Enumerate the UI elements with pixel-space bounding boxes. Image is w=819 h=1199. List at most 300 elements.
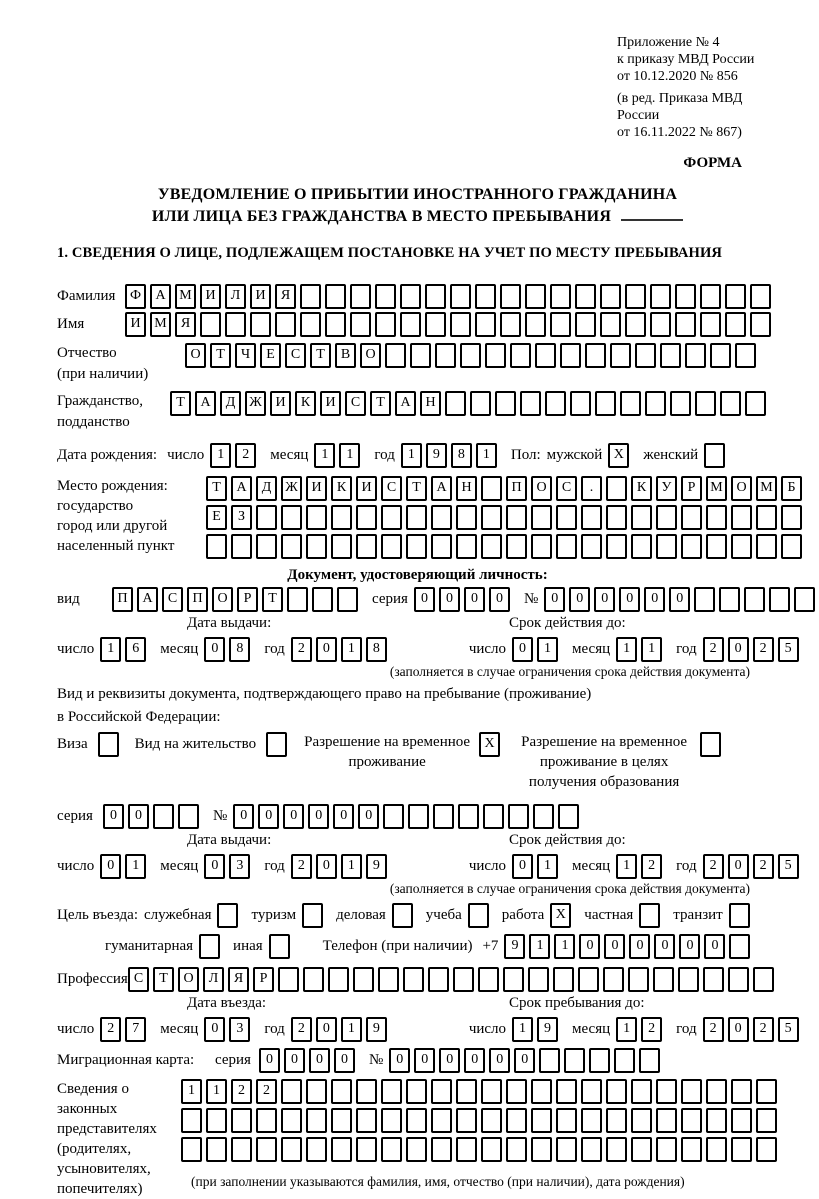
form-cell[interactable]: [406, 1137, 427, 1162]
form-cell[interactable]: 0: [644, 587, 665, 612]
form-cell[interactable]: [403, 967, 424, 992]
form-cell[interactable]: А: [195, 391, 216, 416]
form-cell[interactable]: [456, 1079, 477, 1104]
form-cell[interactable]: [585, 343, 606, 368]
form-cell[interactable]: 0: [728, 854, 749, 879]
form-cell[interactable]: Л: [203, 967, 224, 992]
form-cell[interactable]: [269, 934, 290, 959]
form-cell[interactable]: [660, 343, 681, 368]
form-cell[interactable]: [475, 284, 496, 309]
form-cell[interactable]: Ж: [245, 391, 266, 416]
form-cell[interactable]: 0: [389, 1048, 410, 1073]
form-cell[interactable]: С: [128, 967, 149, 992]
form-cell[interactable]: [225, 312, 246, 337]
form-cell[interactable]: 1: [641, 637, 662, 662]
form-cell[interactable]: Е: [260, 343, 281, 368]
form-cell[interactable]: [531, 534, 552, 559]
form-cell[interactable]: [506, 1079, 527, 1104]
form-cell[interactable]: [620, 391, 641, 416]
form-cell[interactable]: [656, 1137, 677, 1162]
form-cell[interactable]: [231, 1137, 252, 1162]
form-cell[interactable]: [670, 391, 691, 416]
form-cell[interactable]: [539, 1048, 560, 1073]
form-cell[interactable]: [729, 903, 750, 928]
form-cell[interactable]: [631, 1137, 652, 1162]
form-cell[interactable]: [731, 1079, 752, 1104]
form-cell[interactable]: [199, 934, 220, 959]
form-cell[interactable]: [356, 505, 377, 530]
form-cell[interactable]: Т: [406, 476, 427, 501]
form-cell[interactable]: Р: [237, 587, 258, 612]
form-cell[interactable]: [400, 312, 421, 337]
form-cell[interactable]: [706, 1137, 727, 1162]
form-cell[interactable]: С: [285, 343, 306, 368]
form-cell[interactable]: 0: [489, 587, 510, 612]
form-cell[interactable]: 0: [284, 1048, 305, 1073]
form-cell[interactable]: [581, 534, 602, 559]
form-cell[interactable]: 0: [464, 1048, 485, 1073]
form-cell[interactable]: [306, 534, 327, 559]
form-cell[interactable]: 5: [778, 854, 799, 879]
form-cell[interactable]: [428, 967, 449, 992]
form-cell[interactable]: Т: [262, 587, 283, 612]
form-cell[interactable]: [381, 1108, 402, 1133]
form-cell[interactable]: [681, 534, 702, 559]
form-cell[interactable]: [231, 1108, 252, 1133]
form-cell[interactable]: [744, 587, 765, 612]
form-cell[interactable]: 9: [426, 443, 447, 468]
form-cell[interactable]: [356, 1137, 377, 1162]
form-cell[interactable]: 2: [703, 1017, 724, 1042]
form-cell[interactable]: [656, 1079, 677, 1104]
form-cell[interactable]: [508, 804, 529, 829]
form-cell[interactable]: [719, 587, 740, 612]
form-cell[interactable]: [756, 1108, 777, 1133]
form-cell[interactable]: 1: [125, 854, 146, 879]
form-cell[interactable]: X: [608, 443, 629, 468]
form-cell[interactable]: 0: [569, 587, 590, 612]
form-cell[interactable]: 1: [616, 637, 637, 662]
form-cell[interactable]: 2: [231, 1079, 252, 1104]
form-cell[interactable]: [581, 505, 602, 530]
form-cell[interactable]: [531, 1137, 552, 1162]
form-cell[interactable]: [381, 1079, 402, 1104]
form-cell[interactable]: [506, 1108, 527, 1133]
form-cell[interactable]: [450, 312, 471, 337]
form-cell[interactable]: 0: [579, 934, 600, 959]
form-cell[interactable]: 1: [100, 637, 121, 662]
form-cell[interactable]: [556, 1108, 577, 1133]
form-cell[interactable]: [603, 967, 624, 992]
form-cell[interactable]: 9: [366, 854, 387, 879]
form-cell[interactable]: [431, 1137, 452, 1162]
form-cell[interactable]: [703, 967, 724, 992]
form-cell[interactable]: [653, 967, 674, 992]
form-cell[interactable]: И: [270, 391, 291, 416]
form-cell[interactable]: И: [200, 284, 221, 309]
form-cell[interactable]: 2: [641, 854, 662, 879]
form-cell[interactable]: 2: [753, 637, 774, 662]
form-cell[interactable]: [481, 505, 502, 530]
form-cell[interactable]: [456, 534, 477, 559]
form-cell[interactable]: [481, 476, 502, 501]
form-cell[interactable]: М: [756, 476, 777, 501]
form-cell[interactable]: [606, 534, 627, 559]
form-cell[interactable]: 0: [103, 804, 124, 829]
form-cell[interactable]: [731, 534, 752, 559]
form-cell[interactable]: [450, 284, 471, 309]
form-cell[interactable]: [756, 505, 777, 530]
form-cell[interactable]: [481, 1137, 502, 1162]
form-cell[interactable]: 2: [753, 854, 774, 879]
form-cell[interactable]: 0: [204, 854, 225, 879]
form-cell[interactable]: А: [231, 476, 252, 501]
form-cell[interactable]: [331, 534, 352, 559]
form-cell[interactable]: [458, 804, 479, 829]
form-cell[interactable]: И: [125, 312, 146, 337]
form-cell[interactable]: [312, 587, 333, 612]
form-cell[interactable]: Ж: [281, 476, 302, 501]
form-cell[interactable]: 0: [309, 1048, 330, 1073]
form-cell[interactable]: [650, 312, 671, 337]
form-cell[interactable]: [553, 967, 574, 992]
form-cell[interactable]: 0: [728, 637, 749, 662]
form-cell[interactable]: [375, 284, 396, 309]
form-cell[interactable]: П: [187, 587, 208, 612]
form-cell[interactable]: [531, 1079, 552, 1104]
form-cell[interactable]: [606, 1137, 627, 1162]
form-cell[interactable]: [725, 312, 746, 337]
form-cell[interactable]: [431, 1079, 452, 1104]
form-cell[interactable]: [628, 967, 649, 992]
form-cell[interactable]: [217, 903, 238, 928]
form-cell[interactable]: 1: [537, 854, 558, 879]
form-cell[interactable]: З: [231, 505, 252, 530]
form-cell[interactable]: X: [479, 732, 500, 757]
form-cell[interactable]: [695, 391, 716, 416]
form-cell[interactable]: [750, 312, 771, 337]
form-cell[interactable]: [606, 1108, 627, 1133]
form-cell[interactable]: 0: [669, 587, 690, 612]
form-cell[interactable]: [356, 1108, 377, 1133]
form-cell[interactable]: 0: [619, 587, 640, 612]
form-cell[interactable]: Я: [175, 312, 196, 337]
form-cell[interactable]: [431, 505, 452, 530]
form-cell[interactable]: [750, 284, 771, 309]
form-cell[interactable]: [468, 903, 489, 928]
form-cell[interactable]: [500, 312, 521, 337]
form-cell[interactable]: [685, 343, 706, 368]
form-cell[interactable]: 1: [314, 443, 335, 468]
form-cell[interactable]: X: [550, 903, 571, 928]
form-cell[interactable]: В: [335, 343, 356, 368]
form-cell[interactable]: [483, 804, 504, 829]
form-cell[interactable]: [556, 505, 577, 530]
form-cell[interactable]: У: [656, 476, 677, 501]
form-cell[interactable]: [331, 505, 352, 530]
form-cell[interactable]: О: [178, 967, 199, 992]
form-cell[interactable]: [153, 804, 174, 829]
form-cell[interactable]: С: [162, 587, 183, 612]
form-cell[interactable]: М: [706, 476, 727, 501]
form-cell[interactable]: 0: [204, 1017, 225, 1042]
form-cell[interactable]: 1: [339, 443, 360, 468]
form-cell[interactable]: О: [185, 343, 206, 368]
form-cell[interactable]: 0: [512, 637, 533, 662]
form-cell[interactable]: 9: [537, 1017, 558, 1042]
form-cell[interactable]: К: [331, 476, 352, 501]
form-cell[interactable]: Б: [781, 476, 802, 501]
form-cell[interactable]: [306, 505, 327, 530]
form-cell[interactable]: Т: [206, 476, 227, 501]
form-cell[interactable]: [700, 284, 721, 309]
form-cell[interactable]: И: [250, 284, 271, 309]
form-cell[interactable]: .: [581, 476, 602, 501]
form-cell[interactable]: 0: [489, 1048, 510, 1073]
form-cell[interactable]: [656, 1108, 677, 1133]
form-cell[interactable]: [456, 1137, 477, 1162]
form-cell[interactable]: 0: [544, 587, 565, 612]
form-cell[interactable]: 2: [703, 854, 724, 879]
form-cell[interactable]: [470, 391, 491, 416]
form-cell[interactable]: [575, 284, 596, 309]
form-cell[interactable]: [581, 1079, 602, 1104]
form-cell[interactable]: [353, 967, 374, 992]
form-cell[interactable]: [256, 1108, 277, 1133]
form-cell[interactable]: [694, 587, 715, 612]
form-cell[interactable]: Л: [225, 284, 246, 309]
form-cell[interactable]: [306, 1079, 327, 1104]
form-cell[interactable]: 9: [366, 1017, 387, 1042]
form-cell[interactable]: [383, 804, 404, 829]
form-cell[interactable]: [385, 343, 406, 368]
form-cell[interactable]: [481, 534, 502, 559]
form-cell[interactable]: [631, 505, 652, 530]
form-cell[interactable]: 1: [512, 1017, 533, 1042]
form-cell[interactable]: [306, 1108, 327, 1133]
form-cell[interactable]: [425, 284, 446, 309]
form-cell[interactable]: [731, 1137, 752, 1162]
form-cell[interactable]: 0: [128, 804, 149, 829]
form-cell[interactable]: [408, 804, 429, 829]
form-cell[interactable]: [337, 587, 358, 612]
form-cell[interactable]: 2: [256, 1079, 277, 1104]
form-cell[interactable]: [550, 284, 571, 309]
form-cell[interactable]: [445, 391, 466, 416]
form-cell[interactable]: [756, 1079, 777, 1104]
form-cell[interactable]: 1: [616, 1017, 637, 1042]
form-cell[interactable]: Е: [206, 505, 227, 530]
form-cell[interactable]: [700, 312, 721, 337]
form-cell[interactable]: [206, 1137, 227, 1162]
form-cell[interactable]: 3: [229, 1017, 250, 1042]
form-cell[interactable]: [656, 534, 677, 559]
form-cell[interactable]: Н: [456, 476, 477, 501]
form-cell[interactable]: [306, 1137, 327, 1162]
form-cell[interactable]: [328, 967, 349, 992]
form-cell[interactable]: [331, 1108, 352, 1133]
form-cell[interactable]: [681, 505, 702, 530]
form-cell[interactable]: [678, 967, 699, 992]
form-cell[interactable]: [400, 284, 421, 309]
form-cell[interactable]: 0: [464, 587, 485, 612]
form-cell[interactable]: 0: [316, 637, 337, 662]
form-cell[interactable]: [528, 967, 549, 992]
form-cell[interactable]: [556, 1137, 577, 1162]
form-cell[interactable]: [706, 534, 727, 559]
form-cell[interactable]: [581, 1108, 602, 1133]
form-cell[interactable]: [356, 534, 377, 559]
form-cell[interactable]: [704, 443, 725, 468]
form-cell[interactable]: 1: [537, 637, 558, 662]
form-cell[interactable]: А: [150, 284, 171, 309]
form-cell[interactable]: [645, 391, 666, 416]
form-cell[interactable]: [475, 312, 496, 337]
form-cell[interactable]: [506, 534, 527, 559]
form-cell[interactable]: 2: [291, 1017, 312, 1042]
form-cell[interactable]: [681, 1108, 702, 1133]
form-cell[interactable]: [456, 505, 477, 530]
form-cell[interactable]: 0: [594, 587, 615, 612]
form-cell[interactable]: 1: [210, 443, 231, 468]
form-cell[interactable]: [453, 967, 474, 992]
form-cell[interactable]: [769, 587, 790, 612]
form-cell[interactable]: [350, 284, 371, 309]
form-cell[interactable]: [325, 312, 346, 337]
form-cell[interactable]: 0: [512, 854, 533, 879]
form-cell[interactable]: 0: [333, 804, 354, 829]
form-cell[interactable]: 3: [229, 854, 250, 879]
form-cell[interactable]: 2: [703, 637, 724, 662]
form-cell[interactable]: 7: [125, 1017, 146, 1042]
form-cell[interactable]: А: [137, 587, 158, 612]
form-cell[interactable]: О: [731, 476, 752, 501]
form-cell[interactable]: [300, 312, 321, 337]
form-cell[interactable]: 8: [366, 637, 387, 662]
form-cell[interactable]: 9: [504, 934, 525, 959]
form-cell[interactable]: [406, 1108, 427, 1133]
form-cell[interactable]: О: [531, 476, 552, 501]
form-cell[interactable]: Н: [420, 391, 441, 416]
form-cell[interactable]: [560, 343, 581, 368]
form-cell[interactable]: [325, 284, 346, 309]
form-cell[interactable]: [178, 804, 199, 829]
form-cell[interactable]: О: [212, 587, 233, 612]
form-cell[interactable]: 0: [704, 934, 725, 959]
form-cell[interactable]: С: [556, 476, 577, 501]
form-cell[interactable]: [581, 1137, 602, 1162]
form-cell[interactable]: [631, 534, 652, 559]
form-cell[interactable]: [794, 587, 815, 612]
form-cell[interactable]: [300, 284, 321, 309]
form-cell[interactable]: М: [175, 284, 196, 309]
form-cell[interactable]: [735, 343, 756, 368]
form-cell[interactable]: Т: [370, 391, 391, 416]
form-cell[interactable]: 0: [604, 934, 625, 959]
form-cell[interactable]: Д: [256, 476, 277, 501]
form-cell[interactable]: [181, 1108, 202, 1133]
form-cell[interactable]: Т: [170, 391, 191, 416]
form-cell[interactable]: [281, 1079, 302, 1104]
form-cell[interactable]: [381, 505, 402, 530]
form-cell[interactable]: [614, 1048, 635, 1073]
form-cell[interactable]: [600, 284, 621, 309]
form-cell[interactable]: [520, 391, 541, 416]
form-cell[interactable]: [431, 1108, 452, 1133]
form-cell[interactable]: 0: [679, 934, 700, 959]
form-cell[interactable]: [256, 1137, 277, 1162]
form-cell[interactable]: [303, 967, 324, 992]
form-cell[interactable]: [556, 1079, 577, 1104]
form-cell[interactable]: [481, 1079, 502, 1104]
form-cell[interactable]: С: [345, 391, 366, 416]
form-cell[interactable]: 2: [291, 637, 312, 662]
form-cell[interactable]: [531, 505, 552, 530]
form-cell[interactable]: [281, 1137, 302, 1162]
form-cell[interactable]: 1: [401, 443, 422, 468]
form-cell[interactable]: [406, 534, 427, 559]
form-cell[interactable]: 0: [654, 934, 675, 959]
form-cell[interactable]: 1: [341, 854, 362, 879]
form-cell[interactable]: [181, 1137, 202, 1162]
form-cell[interactable]: 0: [259, 1048, 280, 1073]
form-cell[interactable]: [456, 1108, 477, 1133]
form-cell[interactable]: [478, 967, 499, 992]
form-cell[interactable]: [381, 1137, 402, 1162]
form-cell[interactable]: 0: [233, 804, 254, 829]
form-cell[interactable]: 0: [358, 804, 379, 829]
form-cell[interactable]: [720, 391, 741, 416]
form-cell[interactable]: [375, 312, 396, 337]
form-cell[interactable]: Я: [228, 967, 249, 992]
form-cell[interactable]: [287, 587, 308, 612]
form-cell[interactable]: [639, 903, 660, 928]
form-cell[interactable]: [281, 505, 302, 530]
form-cell[interactable]: [206, 534, 227, 559]
form-cell[interactable]: [610, 343, 631, 368]
form-cell[interactable]: 2: [100, 1017, 121, 1042]
form-cell[interactable]: [266, 732, 287, 757]
form-cell[interactable]: [550, 312, 571, 337]
form-cell[interactable]: [656, 505, 677, 530]
form-cell[interactable]: [631, 1108, 652, 1133]
form-cell[interactable]: [595, 391, 616, 416]
form-cell[interactable]: [781, 534, 802, 559]
form-cell[interactable]: П: [506, 476, 527, 501]
form-cell[interactable]: 8: [229, 637, 250, 662]
form-cell[interactable]: 0: [414, 587, 435, 612]
form-cell[interactable]: [681, 1137, 702, 1162]
form-cell[interactable]: 1: [476, 443, 497, 468]
form-cell[interactable]: [495, 391, 516, 416]
form-cell[interactable]: 6: [125, 637, 146, 662]
form-cell[interactable]: [756, 534, 777, 559]
form-cell[interactable]: [200, 312, 221, 337]
form-cell[interactable]: [639, 1048, 660, 1073]
form-cell[interactable]: И: [320, 391, 341, 416]
form-cell[interactable]: Т: [210, 343, 231, 368]
form-cell[interactable]: [381, 534, 402, 559]
form-cell[interactable]: 5: [778, 1017, 799, 1042]
form-cell[interactable]: [533, 804, 554, 829]
form-cell[interactable]: 1: [206, 1079, 227, 1104]
form-cell[interactable]: [481, 1108, 502, 1133]
form-cell[interactable]: Т: [310, 343, 331, 368]
form-cell[interactable]: [231, 534, 252, 559]
form-cell[interactable]: [406, 1079, 427, 1104]
form-cell[interactable]: [275, 312, 296, 337]
form-cell[interactable]: Т: [153, 967, 174, 992]
